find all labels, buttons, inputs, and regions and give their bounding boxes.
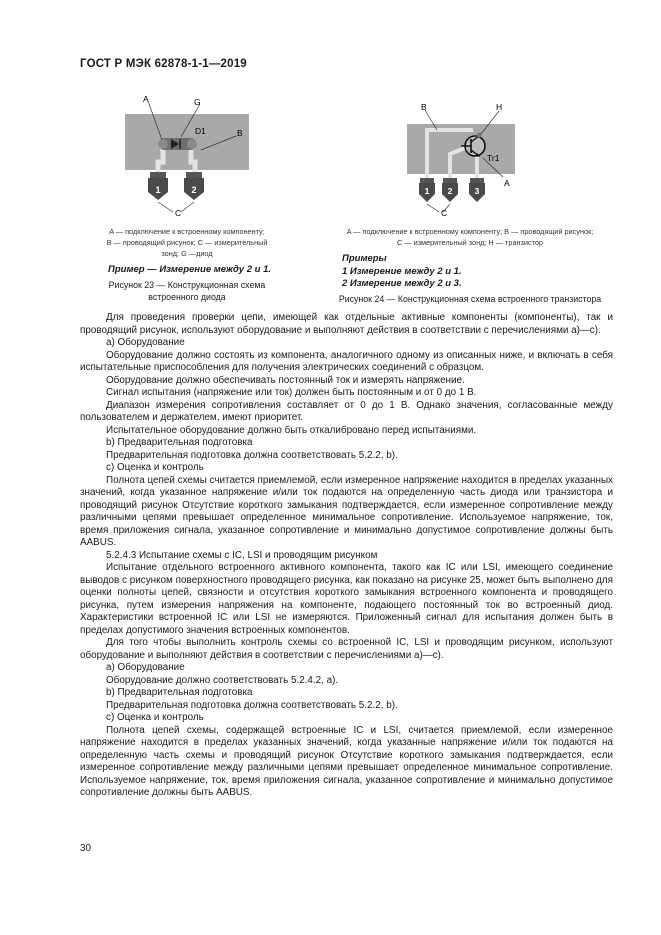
page-number: 30 [80, 843, 92, 854]
figure-24-diagram [395, 98, 535, 220]
label-c: C [441, 208, 448, 218]
body-text [80, 312, 613, 800]
paragraph: а) Оборудование [106, 662, 185, 673]
pin-2-label: 2 [191, 185, 197, 195]
label-b: B [237, 128, 243, 138]
paragraph: Испытание отдельного встроенного активного компонента, такого как IC или LSI, имеющего соединение выводов с рисунком поверхностного проводящего рисунка, как показано на рисунке 25, может быть выполнено для оценки полноты цепей, связности и отсутствия короткого замыкания встроенного компонента и проводящего рисунка, путем измерения напряжения на компоненте, подающего постоянный ток во встроенный диод. Характеристики встроенной IC или LSI не измеряются. Приложенный сигнал для испытания должен быть в пределах допустимого значения встроенных компонентов. [80, 562, 613, 636]
figure-23-example: Пример — Измерение между 2 и 1. [108, 264, 272, 275]
pin-3-label: 3 [474, 186, 480, 196]
paragraph: b) Предварительная подготовка [106, 687, 253, 698]
paragraph: Оборудование должно обеспечивать постоянный ток и измерять напряжение. [106, 374, 465, 386]
paragraph: Для того чтобы выполнить контроль схемы со встроенной IC, LSI и проводящим рисунком, используют оборудование и выполняют действия в соответствии с перечислениями а)—с). [80, 637, 613, 661]
paragraph: а) Оборудование [106, 337, 185, 348]
figure-24-legend: A — подключение к встроенному компоненту; B — проводящий рисунок; C — измерительный зонд; H — транзистор [346, 227, 594, 247]
label-g: G [194, 97, 201, 107]
paragraph: Предварительная подготовка должна соответствовать 5.2.2, b). [106, 699, 398, 711]
figure-24-caption: Рисунок 24 — Конструкционная схема встроенного транзистора [338, 294, 602, 304]
paragraph: Сигнал испытания (напряжение или ток) должен быть постоянным и от 0 до 1 В. [106, 387, 477, 398]
paragraph: Оборудование должно соответствовать 5.2.4.2, а). [106, 674, 339, 686]
figure-23-caption: Рисунок 23 — Конструкционная схема встроенного диода [108, 280, 266, 302]
paragraph: Испытательное оборудование должно быть откалибровано перед испытаниями. [106, 424, 477, 436]
paragraph: Полнота цепей схемы, содержащей встроенные IC и LSI, считается приемлемой, если измеренное напряжение находится в пределах указанных значений, когда указанные напряжение и/или ток подаются на определенную часть схемы и проводящий рисунок Отсутствие короткого замыкания подтверждается, если измеренное сопротивление между различными цепями превышает определенное минимальное сопротивление. Используемое напряжение, ток, время приложения сигнала, указанное сопротивление и минимально допустимое сопротивление должны быть AABUS. [80, 724, 613, 798]
paragraph: Оборудование должно состоять из компонента, аналогичного одному из описанных ниже, и включать в себя испытательные приспособления для получения электрических соединений с образцом. [80, 349, 613, 373]
label-a: A [143, 94, 149, 104]
standard-header: ГОСТ Р МЭК 62878-1-1—2019 [80, 58, 247, 70]
paragraph: b) Предварительная подготовка [106, 437, 253, 448]
section-heading: 5.2.4.3 Испытание схемы с IC, LSI и проводящим рисунком [106, 549, 378, 561]
paragraph: Предварительная подготовка должна соответствовать 5.2.2, b). [106, 449, 398, 461]
label-c: C [175, 208, 182, 218]
pin-1-label: 1 [155, 185, 161, 195]
paragraph: Полнота цепей схемы считается приемлемой, если измеренное напряжение находится в пределах указанных значений, когда указанное напряжение и/или ток подаются на определенную часть диода или транзистора и проводящий рисунок Отсутствие короткого замыкания подтверждается, если измеренное сопротивление между различными цепями превышает определенное минимальное сопротивление. Используемое напряжение, ток, время приложения сигнала, указанное сопротивление и минимально допустимое сопротивление должны быть AABUS. [80, 474, 613, 548]
figure-24-examples: Примеры 1 Измерение между 2 и 1. 2 Измерение между 2 и 3. [342, 253, 462, 289]
label-h: H [496, 102, 503, 112]
paragraph: с) Оценка и контроль [106, 712, 204, 723]
label-a: A [504, 178, 510, 188]
figure-23-diagram [105, 92, 305, 220]
paragraph: с) Оценка и контроль [106, 462, 204, 473]
pin-1-label: 1 [424, 186, 430, 196]
label-tr1: Tr1 [487, 153, 500, 163]
pin-2-label: 2 [447, 186, 453, 196]
label-d1: D1 [195, 126, 206, 136]
paragraph: Для проведения проверки цепи, имеющей как отдельные активные компоненты (компоненты), так и проводящий рисунок, используют оборудование и выполняют действия в соответствии с перечислениями а)—с). [80, 312, 613, 336]
label-b: B [421, 102, 427, 112]
paragraph: Диапазон измерения сопротивления составляет от 0 до 1 В. Однако значения, согласованные между пользователем и держателем, имеют приоритет. [80, 399, 613, 423]
figure-23-legend: A — подключение к встроенному компоненту; B — проводящий рисунок; C — измерительный зонд; G —диод [106, 227, 268, 258]
